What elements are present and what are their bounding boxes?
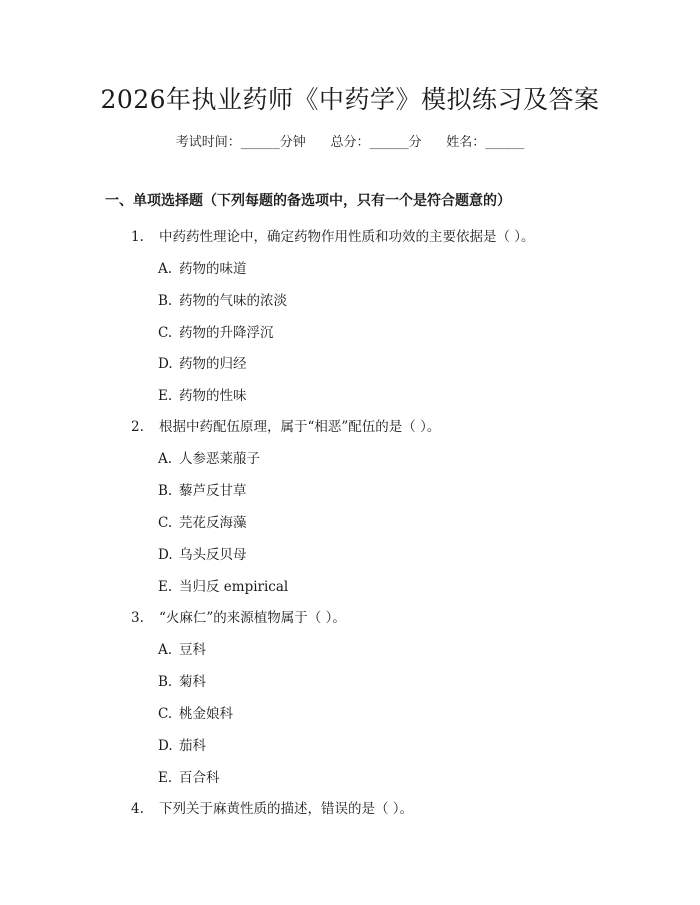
option-1e: [158, 384, 247, 404]
option-text: 豆科: [179, 642, 206, 658]
option-text: 药物的升降浮沉: [179, 325, 274, 341]
option-letter: D.: [158, 738, 173, 754]
exam-title: 2026年执业药师《中药学》模拟练习及答案: [100, 85, 600, 114]
question-1: [131, 225, 535, 245]
option-text: 人参恶莱菔子: [179, 451, 260, 467]
option-text: 药物的归经: [179, 356, 247, 372]
option-text: 芫花反海藻: [179, 515, 247, 531]
option-text: 药物的性味: [179, 388, 247, 404]
question-4: [131, 797, 413, 817]
option-letter: A.: [158, 451, 173, 467]
option-text: 药物的味道: [179, 261, 247, 277]
question-3: [131, 606, 346, 626]
option-letter: B.: [158, 293, 173, 309]
question-text: “火麻仁”的来源植物属于（ ）。: [159, 610, 346, 626]
option-letter: B.: [158, 483, 173, 499]
question-text: 中药药性理论中，确定药物作用性质和功效的主要依据是（ ）。: [159, 229, 535, 245]
question-number: 3.: [131, 610, 144, 626]
option-2c: [158, 511, 247, 531]
option-3c: [158, 702, 233, 722]
option-text: 百合科: [179, 770, 220, 786]
option-3d: [158, 734, 206, 754]
section-heading: 一、单项选择题（下列每题的备选项中，只有一个是符合题意的）: [105, 193, 511, 209]
option-1b: [158, 289, 287, 309]
question-2: [131, 415, 440, 435]
option-1a: [158, 257, 247, 277]
option-letter: D.: [158, 547, 173, 563]
option-2d: [158, 543, 247, 563]
option-letter: C.: [158, 325, 173, 341]
option-letter: A.: [158, 261, 173, 277]
option-text: 桃金娘科: [179, 706, 233, 722]
question-number: 2.: [131, 419, 144, 435]
option-2a: [158, 447, 260, 467]
option-3e: [158, 766, 220, 786]
option-2b: [158, 479, 247, 499]
option-2e: [158, 575, 288, 595]
question-text: 根据中药配伍原理，属于“相恶”配伍的是（ ）。: [159, 419, 441, 435]
question-number: 1.: [131, 229, 144, 245]
option-1d: [158, 352, 247, 372]
option-1c: [158, 321, 274, 341]
option-letter: C.: [158, 515, 173, 531]
option-3b: [158, 670, 206, 690]
option-text: 菊科: [179, 674, 206, 690]
option-letter: C.: [158, 706, 173, 722]
option-text: 乌头反贝母: [179, 547, 247, 563]
option-3a: [158, 638, 206, 658]
option-letter: E.: [158, 770, 173, 786]
question-number: 4.: [131, 801, 144, 817]
option-text: 药物的气味的浓淡: [179, 293, 287, 309]
option-text: 藜芦反甘草: [179, 483, 247, 499]
option-letter: D.: [158, 356, 173, 372]
option-text: 当归反 empirical: [179, 579, 289, 595]
option-text: 茄科: [179, 738, 206, 754]
option-letter: E.: [158, 579, 173, 595]
exam-info: 考试时间：______分钟 总分：______分 姓名：______: [175, 135, 525, 150]
option-letter: A.: [158, 642, 173, 658]
option-letter: E.: [158, 388, 173, 404]
option-letter: B.: [158, 674, 173, 690]
question-text: 下列关于麻黄性质的描述，错误的是（ ）。: [159, 801, 414, 817]
